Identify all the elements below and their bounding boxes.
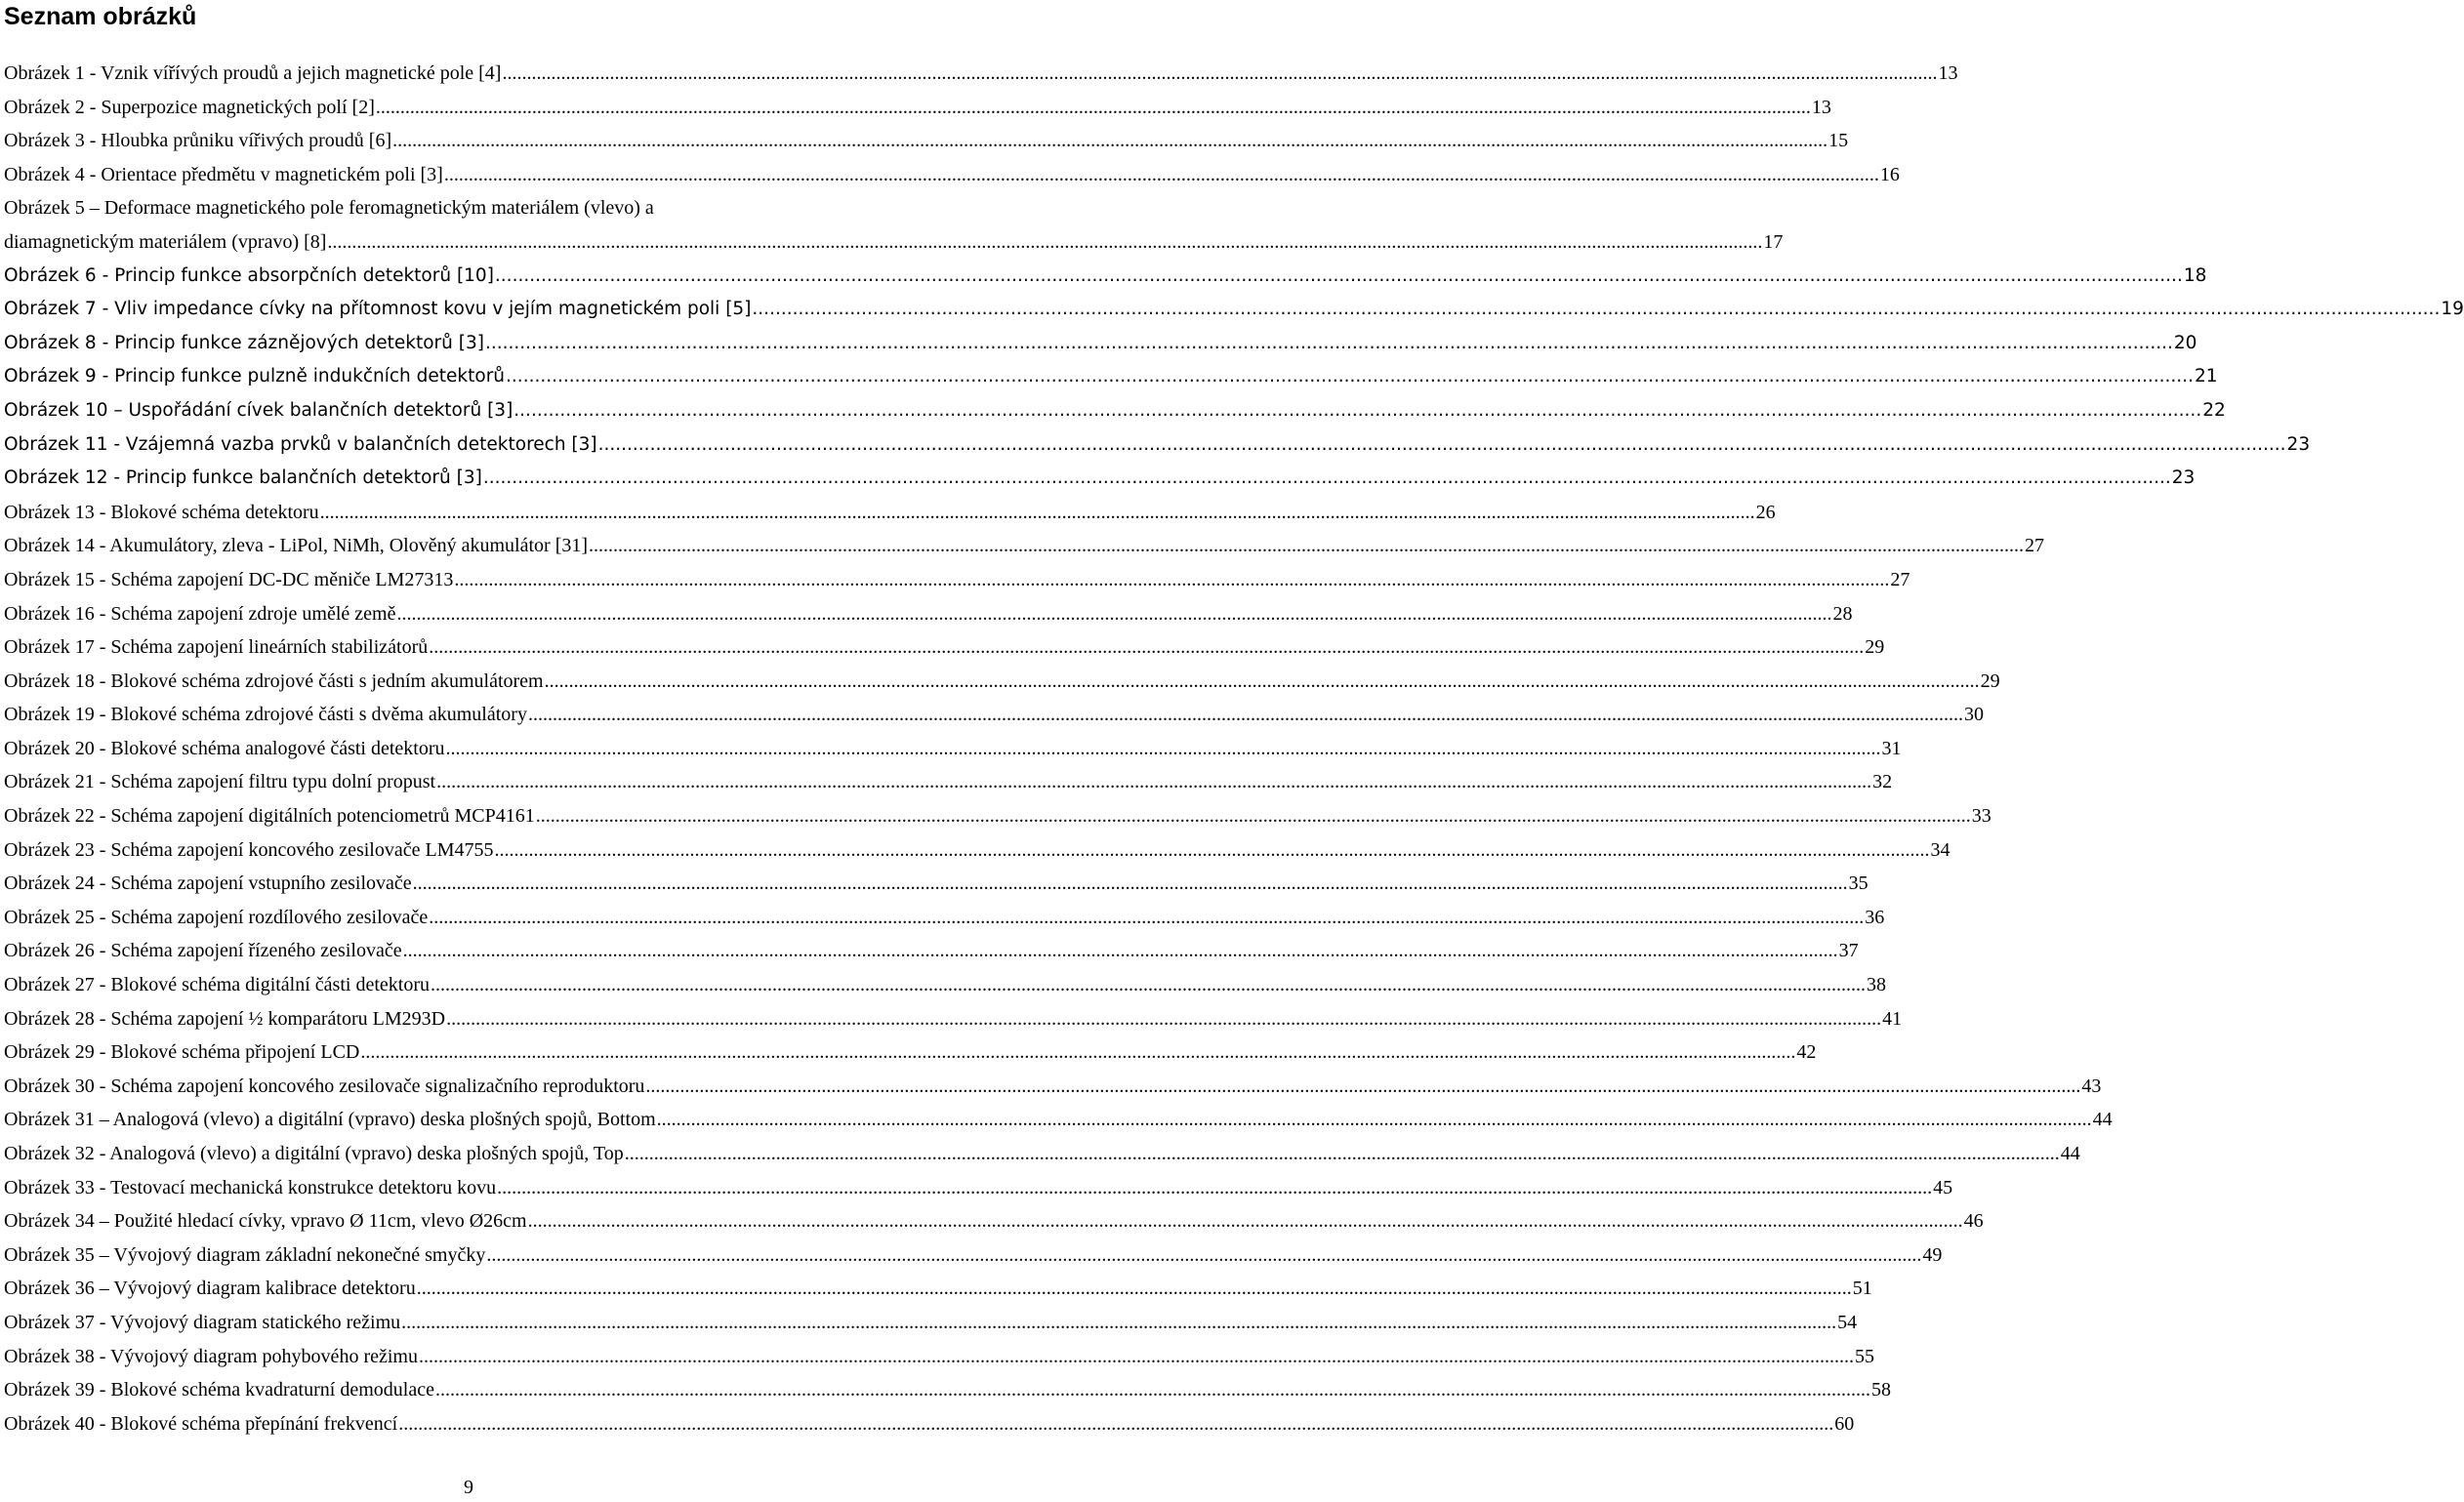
entry-page: 21 [2194,366,2218,387]
entry-text: Obrázek 38 - Vývojový diagram pohybového režimu [4,1345,418,1367]
entry-text: Obrázek 10 – Uspořádání cívek balančních detektorů [3] [4,399,513,421]
entry-page: 51 [1852,1278,1872,1300]
toc-entry-4[interactable] [4,158,1900,192]
entry-page: 32 [1872,771,1893,793]
dot-leader [446,1002,1881,1036]
dot-leader [320,496,1755,530]
toc-entry-33[interactable] [4,1171,1953,1205]
entry-text: Obrázek 13 - Blokové schéma detektoru [4,501,319,523]
toc-entry-25[interactable] [4,901,1885,935]
dot-leader [513,394,2201,428]
entry-text: Obrázek 23 - Schéma zapojení koncového zesilovače LM4755 [4,838,494,861]
toc-entry-32[interactable] [4,1137,2080,1171]
dot-leader [446,732,1881,766]
entry-page: 20 [2173,332,2197,353]
toc-entry-24[interactable] [4,867,1869,901]
dot-leader [545,665,1980,699]
toc-entry-7[interactable] [4,293,2464,327]
entry-page: 60 [1834,1412,1855,1435]
list-of-figures [4,57,2464,1441]
entry-page: 27 [1890,568,1910,590]
dot-leader [396,597,1831,631]
dot-leader [392,124,1827,158]
entry-text: Obrázek 25 - Schéma zapojení rozdílového zesilovače [4,906,429,928]
dot-leader [485,327,2173,361]
entry-text: Obrázek 39 - Blokové schéma kvadraturní demodulace [4,1379,434,1401]
dot-leader [376,91,1811,125]
entry-page: 23 [2171,467,2196,489]
toc-entry-35[interactable] [4,1238,1943,1273]
entry-page: 29 [1865,636,1885,659]
dot-leader [645,1070,2080,1104]
entry-page: 46 [1963,1210,1984,1233]
entry-page: 42 [1796,1041,1817,1064]
toc-entry-16[interactable] [4,597,1853,631]
toc-entry-9[interactable] [4,360,2218,394]
entry-text: Obrázek 19 - Blokové schéma zdrojové části s dvěma akumulátory [4,704,527,726]
entry-text: Obrázek 12 - Princip funkce balančních detektorů [3] [4,467,482,489]
toc-entry-18[interactable] [4,665,2000,699]
entry-text: Obrázek 4 - Orientace předmětu v magnetickém poli [3] [4,163,443,185]
entry-text: Obrázek 32 - Analogová (vlevo) a digitální (vpravo) deska plošných spojů, Top [4,1143,624,1164]
dot-leader [431,968,1866,1002]
dot-leader [486,1238,1921,1273]
dot-leader [417,1272,1852,1306]
entry-page: 58 [1870,1379,1891,1401]
entry-page: 23 [2286,433,2311,455]
toc-entry-11[interactable] [4,428,2311,463]
toc-entry-5[interactable] [4,191,1784,259]
entry-page: 37 [1838,940,1859,962]
toc-entry-1[interactable] [4,57,1958,91]
toc-entry-3[interactable] [4,124,1849,158]
toc-entry-40[interactable] [4,1407,1855,1441]
toc-entry-22[interactable] [4,799,1992,833]
dot-leader [502,57,1937,91]
entry-text: Obrázek 3 - Hloubka průniku vířivých proudů [6] [4,130,392,152]
dot-leader [429,901,1864,935]
toc-entry-12[interactable] [4,462,2196,496]
entry-text: Obrázek 30 - Schéma zapojení koncového zesilovače signalizačního reproduktoru [4,1075,645,1097]
toc-entry-34[interactable] [4,1204,1984,1238]
entry-page: 44 [2060,1143,2080,1164]
toc-entry-10[interactable] [4,394,2226,428]
dot-leader [327,225,1762,260]
dot-leader [589,529,2024,563]
toc-entry-29[interactable] [4,1035,1817,1070]
toc-entry-30[interactable] [4,1070,2102,1104]
dot-leader [497,1171,1932,1205]
entry-page: 33 [1971,805,1992,828]
entry-text: Obrázek 21 - Schéma zapojení filtru typu dolní propust [4,771,436,793]
entry-page: 18 [2183,264,2207,286]
dot-leader [401,1306,1836,1340]
entry-text: Obrázek 34 – Použité hledací cívky, vpravo Ø 11cm, vlevo Ø26cm [4,1210,527,1233]
entry-page: 19 [2441,299,2464,320]
entry-page: 38 [1866,974,1886,996]
dot-leader [444,158,1879,192]
toc-entry-17[interactable] [4,630,1885,665]
dot-leader [413,867,1848,901]
dot-leader [360,1035,1795,1070]
toc-entry-14[interactable] [4,529,2045,563]
entry-text: Obrázek 33 - Testovací mechanická konstrukce detektoru kovu [4,1176,497,1198]
entry-text: Obrázek 26 - Schéma zapojení řízeného zesilovače [4,940,402,962]
toc-entry-2[interactable] [4,91,1831,125]
entry-text: Obrázek 16 - Schéma zapojení zdroje umělé země [4,602,396,625]
dot-leader [435,1373,1870,1407]
entry-page: 44 [2092,1109,2113,1131]
entry-text: Obrázek 29 - Blokové schéma připojení LCD [4,1041,360,1064]
entry-page: 41 [1882,1007,1903,1030]
dot-leader [429,630,1864,665]
entry-page: 17 [1763,230,1784,253]
dot-leader [494,833,1929,868]
entry-text: Obrázek 1 - Vznik vířívých proudů a jejich magnetické pole [4] [4,62,502,84]
entry-text: Obrázek 36 – Vývojový diagram kalibrace detektoru [4,1278,416,1300]
entry-text: Obrázek 31 – Analogová (vlevo) a digitální (vpravo) deska plošných spojů, Bottom [4,1109,656,1131]
dot-leader [598,428,2286,463]
entry-page: 30 [1963,704,1984,726]
entry-text: Obrázek 37 - Vývojový diagram statického režimu [4,1311,401,1333]
dot-leader [419,1340,1854,1374]
dot-leader [536,799,1971,833]
entry-text: Obrázek 24 - Schéma zapojení vstupního zesilovače [4,873,412,895]
entry-page: 13 [1811,96,1831,118]
toc-entry-8[interactable] [4,327,2197,361]
dot-leader [528,1204,1963,1238]
toc-entry-23[interactable] [4,833,1951,868]
entry-page: 55 [1854,1345,1874,1367]
toc-entry-13[interactable] [4,496,1776,530]
dot-leader [752,293,2440,327]
entry-page: 54 [1837,1311,1858,1333]
toc-entry-6[interactable] [4,260,2207,294]
toc-entry-27[interactable] [4,968,1886,1002]
toc-entry-38[interactable] [4,1340,1874,1374]
entry-page: 16 [1879,163,1900,185]
dot-leader [454,563,1889,597]
entry-text: Obrázek 6 - Princip funkce absorpčních detektorů [10] [4,264,494,286]
entry-page: 43 [2081,1075,2102,1097]
dot-leader [398,1407,1833,1441]
dot-leader [528,698,1963,732]
dot-leader [495,260,2183,294]
toc-entry-19[interactable] [4,698,1984,732]
entry-page: 45 [1933,1176,1953,1198]
entry-text: Obrázek 11 - Vzájemná vazba prvků v balančních detektorech [3] [4,433,597,455]
entry-text: Obrázek 40 - Blokové schéma přepínání frekvencí [4,1412,398,1435]
entry-continuation [4,225,1784,260]
entry-text: Obrázek 7 - Vliv impedance cívky na přítomnost kovu v jejím magnetickém poli [5] [4,299,752,320]
entry-page: 35 [1848,873,1869,895]
entry-page: 26 [1755,501,1776,523]
entry-text: Obrázek 14 - Akumulátory, zleva - LiPol, NiMh, Olověný akumulátor [31] [4,535,589,557]
entry-text: Obrázek 28 - Schéma zapojení ½ komparátoru LM293D [4,1007,446,1030]
entry-page: 49 [1922,1243,1943,1266]
entry-page: 34 [1930,838,1951,861]
dot-leader [625,1137,2060,1171]
entry-page: 31 [1881,737,1902,759]
toc-entry-31[interactable] [4,1103,2113,1137]
entry-page: 29 [1980,670,2000,692]
toc-entry-15[interactable] [4,563,1910,597]
entry-text: Obrázek 27 - Blokové schéma digitální části detektoru [4,974,430,996]
entry-text: Obrázek 17 - Schéma zapojení lineárních stabilizátorů [4,636,429,659]
entry-text: Obrázek 2 - Superpozice magnetických polí [2] [4,96,375,118]
toc-entry-37[interactable] [4,1306,1858,1340]
entry-text: Obrázek 15 - Schéma zapojení DC-DC měniče LM27313 [4,568,454,590]
dot-leader [506,360,2194,394]
entry-text: Obrázek 5 – Deformace magnetického pole feromagnetickým materiálem (vlevo) a [4,197,654,220]
toc-entry-26[interactable] [4,934,1859,968]
entry-text: Obrázek 35 – Vývojový diagram základní nekonečné smyčky [4,1243,486,1266]
toc-entry-20[interactable] [4,732,1902,766]
dot-leader [436,765,1871,799]
entry-page: 36 [1865,906,1885,928]
entry-page: 27 [2025,535,2045,557]
toc-entry-39[interactable] [4,1373,1891,1407]
entry-page: 15 [1828,130,1849,152]
entry-text-continued: diamagnetickým materiálem (vpravo) [8] [4,230,327,253]
entry-text: Obrázek 18 - Blokové schéma zdrojové části s jedním akumulátorem [4,670,544,692]
page-title: Seznam obrázků [4,3,197,30]
toc-entry-21[interactable] [4,765,1893,799]
entry-text: Obrázek 9 - Princip funkce pulzně indukčních detektorů [4,366,506,387]
entry-text: Obrázek 8 - Princip funkce záznějových detektorů [3] [4,332,484,353]
entry-page: 13 [1938,62,1958,84]
entry-text: Obrázek 20 - Blokové schéma analogové části detektoru [4,737,445,759]
page-number: 9 [464,1477,473,1498]
entry-page: 28 [1832,602,1853,625]
entry-page: 22 [2202,399,2226,421]
toc-entry-36[interactable] [4,1272,1872,1306]
dot-leader [403,934,1838,968]
dot-leader [483,462,2171,496]
toc-entry-28[interactable] [4,1002,1903,1036]
entry-text: Obrázek 22 - Schéma zapojení digitálních potenciometrů MCP4161 [4,805,535,828]
dot-leader [657,1103,2092,1137]
